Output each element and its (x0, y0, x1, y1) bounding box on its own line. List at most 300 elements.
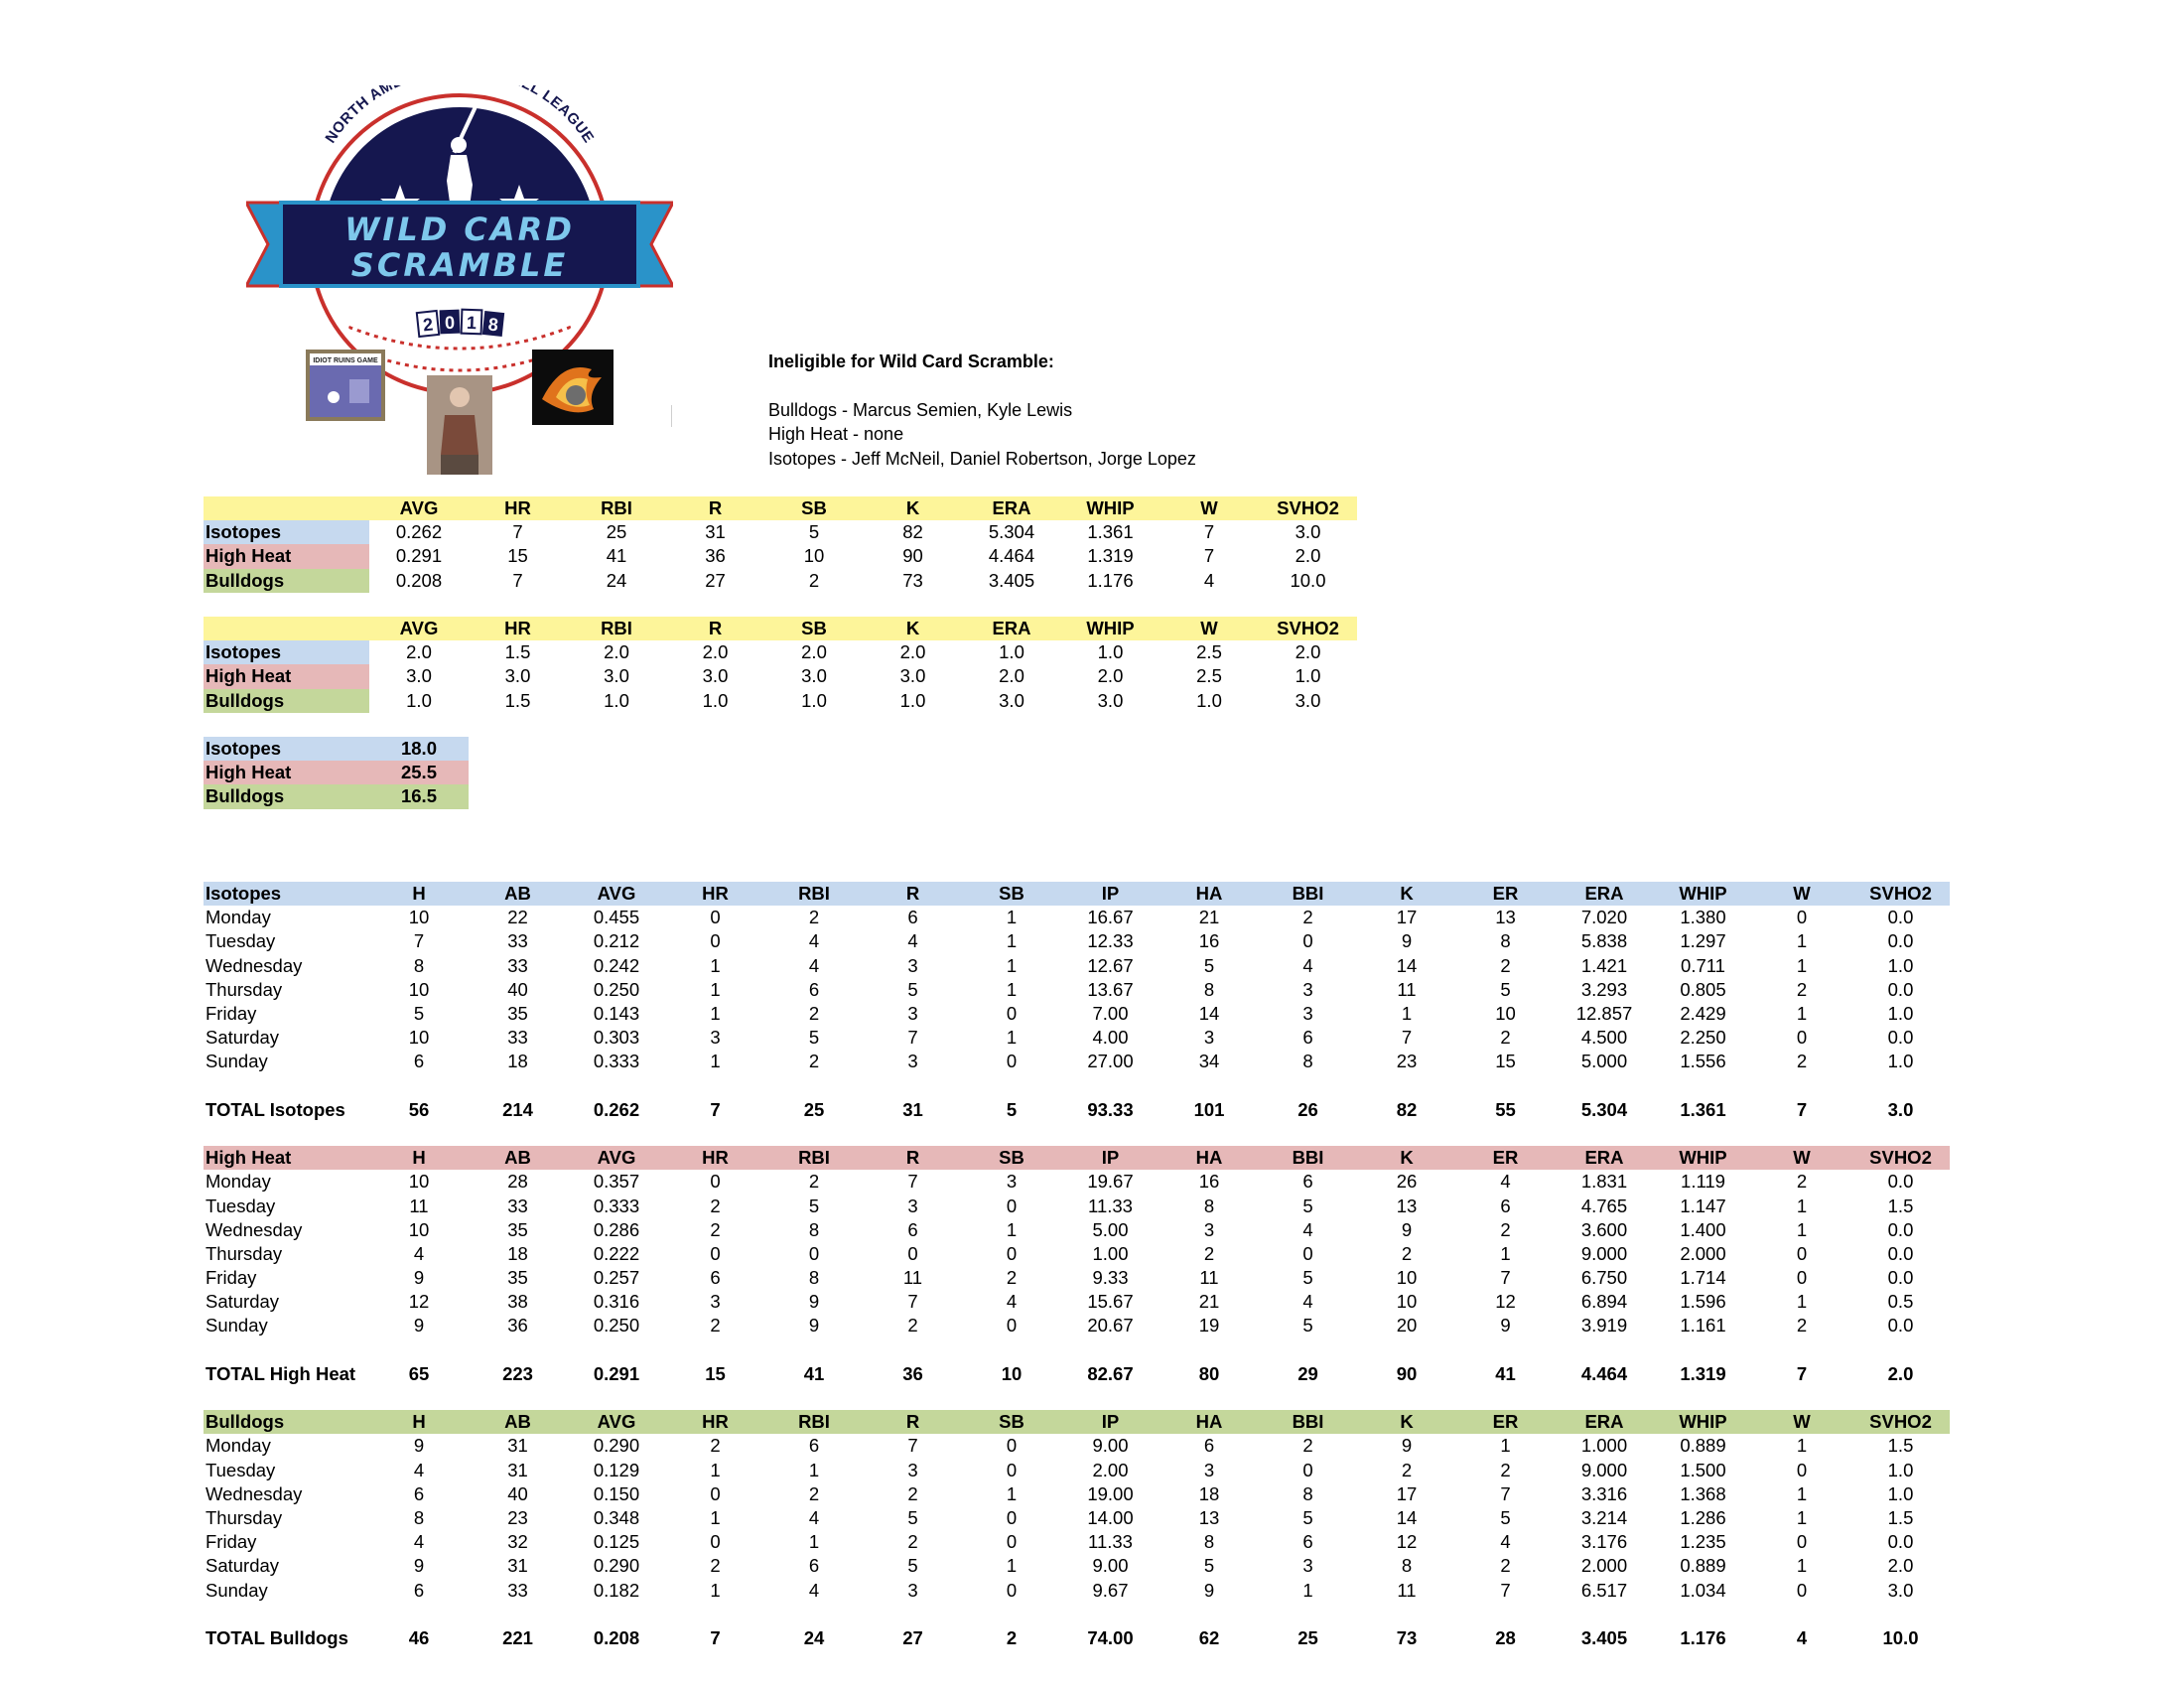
stat-cell: 6 (1302, 1027, 1313, 1049)
stat-cell: 19.00 (1087, 1482, 1134, 1504)
stat-cell: 5.838 (1580, 930, 1628, 952)
points-cell: 2.0 (899, 641, 926, 663)
column-header: H (369, 882, 469, 906)
stat-cell: 2 (1401, 1459, 1413, 1480)
stat-cell: 1.596 (1680, 1291, 1726, 1313)
total-cell: 24 (803, 1626, 825, 1648)
column-header: W (1160, 617, 1259, 640)
spacer-cell (1160, 1603, 1259, 1626)
points-cell: 3.0 (504, 665, 531, 687)
stat-cell: 10 (408, 1171, 430, 1193)
stat-cell: 4 (808, 1506, 820, 1528)
team-header-row (204, 1410, 1950, 1434)
stat-cell: 3 (907, 1051, 918, 1072)
spacer-cell (1259, 1074, 1357, 1098)
team-label: High Heat (204, 761, 369, 784)
column-header: HR (666, 882, 764, 906)
stat-cell: 0 (808, 1242, 820, 1264)
team-name: High Heat (204, 1146, 369, 1170)
spacer-cell (204, 1074, 369, 1098)
player-photo (427, 375, 492, 475)
spacer-cell (1456, 1603, 1555, 1626)
table-row (204, 954, 1950, 978)
spacer-cell (962, 1386, 1061, 1410)
total-cell: 1.319 (1680, 1362, 1726, 1384)
spacer-cell (1752, 1122, 1851, 1146)
stat-cell: 4 (808, 1579, 820, 1601)
spacer-cell (1160, 1074, 1259, 1098)
stat-cell: 1.00 (1092, 1242, 1129, 1264)
stat-cell: 1.400 (1680, 1218, 1726, 1240)
stat-cell: 0.182 (593, 1579, 640, 1601)
stat-cell: 5 (413, 1003, 425, 1025)
total-cell: 4 (1796, 1626, 1808, 1648)
stat-cell: 2 (808, 1171, 820, 1193)
stat-cell: 0.222 (593, 1242, 640, 1264)
points-cell: 3.0 (899, 665, 926, 687)
logo-year-digit: 0 (444, 312, 456, 334)
spacer-cell (864, 1603, 962, 1626)
stat-cell: 3 (907, 1579, 918, 1601)
stat-cell: 6 (1302, 1531, 1313, 1553)
spacer-cell (567, 1122, 666, 1146)
logo-year-digit: 2 (422, 314, 435, 336)
column-header: H (369, 1410, 469, 1434)
stat-cell: 6.750 (1580, 1267, 1628, 1289)
column-header: SB (962, 1146, 1061, 1170)
spacer-cell (1654, 1338, 1752, 1362)
table-row (204, 1434, 1950, 1458)
stat-cell: 18 (507, 1242, 528, 1264)
stat-cell: 1 (1006, 978, 1018, 1000)
stat-cell: 35 (507, 1218, 528, 1240)
column-header: BBI (1259, 1410, 1357, 1434)
points-cell: 3.0 (702, 665, 729, 687)
stat-cell: 1 (1006, 1555, 1018, 1577)
spacer-cell (1357, 1074, 1456, 1098)
stat-cell: 11.33 (1088, 1195, 1133, 1216)
stat-cell: 0.262 (395, 521, 443, 543)
stat-cell: 2 (710, 1218, 721, 1240)
total-cell: 93.33 (1087, 1098, 1134, 1120)
stat-cell: 0.0 (1887, 1242, 1914, 1264)
total-cell: 80 (1198, 1362, 1220, 1384)
stat-cell: 1.500 (1680, 1459, 1726, 1480)
team-label: Isotopes (204, 737, 369, 761)
stat-cell: 10 (408, 978, 430, 1000)
table-header-row (204, 617, 1357, 640)
logo-arc-text: NORTH AM L LEAGUE (322, 85, 598, 147)
stat-cell: 0 (710, 1242, 721, 1264)
stat-cell: 1 (1006, 954, 1018, 976)
team-name: Bulldogs (204, 1410, 369, 1434)
column-header: AVG (567, 1146, 666, 1170)
stat-cell: 0 (907, 1242, 918, 1264)
spacer-cell (1061, 1338, 1160, 1362)
stat-cell: 38 (507, 1291, 528, 1313)
column-header: SVHO2 (1851, 1410, 1950, 1434)
table-row (204, 1530, 1950, 1554)
stat-cell: 0.303 (593, 1027, 640, 1049)
stat-cell: 2 (808, 1482, 820, 1504)
total-cell: 7 (710, 1626, 721, 1648)
total-cell: 0.262 (593, 1098, 640, 1120)
column-header: AB (469, 1410, 567, 1434)
stat-cell: 1.286 (1680, 1506, 1726, 1528)
stat-cell: 4 (1302, 1218, 1313, 1240)
column-header: WHIP (1654, 1410, 1752, 1434)
stat-cell: 9.00 (1092, 1435, 1129, 1457)
stat-cell: 1.034 (1680, 1579, 1726, 1601)
stat-cell: 3 (1302, 978, 1313, 1000)
stat-cell: 0 (1796, 1242, 1808, 1264)
divider (671, 405, 672, 427)
stat-cell: 4 (1302, 954, 1313, 976)
column-header: ERA (962, 496, 1061, 520)
spacer-row (204, 1338, 1950, 1362)
stat-cell: 0.242 (593, 954, 640, 976)
stat-cell: 0.805 (1680, 978, 1726, 1000)
stat-cell: 1.380 (1680, 907, 1726, 928)
spacer-cell (1654, 1074, 1752, 1098)
column-header: R (666, 496, 764, 520)
stat-cell: 33 (507, 1195, 528, 1216)
stat-cell: 34 (1198, 1051, 1220, 1072)
spacer-cell (1456, 1122, 1555, 1146)
table-row (204, 1314, 1950, 1337)
spacer-cell (369, 1338, 469, 1362)
day-label: Friday (205, 1267, 257, 1289)
total-cell: 27 (902, 1626, 923, 1648)
stat-cell: 6 (907, 907, 918, 928)
points-cell: 2.0 (801, 641, 827, 663)
stat-cell: 27 (705, 569, 726, 591)
spacer-cell (1851, 1386, 1950, 1410)
stat-cell: 1.147 (1680, 1195, 1726, 1216)
spacer-cell (1752, 1074, 1851, 1098)
stat-cell: 10 (408, 907, 430, 928)
stat-cell: 26 (1396, 1171, 1418, 1193)
stat-cell: 1 (1796, 1435, 1808, 1457)
stat-cell: 19 (1198, 1315, 1220, 1336)
stat-cell: 35 (507, 1267, 528, 1289)
total-cell: 26 (1297, 1098, 1318, 1120)
spacer-row (204, 1386, 1950, 1410)
day-label: Sunday (205, 1579, 268, 1601)
stat-cell: 0 (1302, 1242, 1313, 1264)
points-cell: 3.0 (604, 665, 629, 687)
spacer-cell (1555, 1386, 1654, 1410)
stat-cell: 3.293 (1580, 978, 1628, 1000)
stat-cell: 0.0 (1887, 978, 1914, 1000)
stat-cell: 1 (710, 978, 721, 1000)
total-cell: 7 (1796, 1098, 1808, 1120)
stat-cell: 8 (1203, 978, 1215, 1000)
table-row (204, 1002, 1950, 1026)
points-cell: 2.0 (999, 665, 1024, 687)
stat-cell: 12.857 (1575, 1003, 1633, 1025)
total-cell: 10 (1001, 1362, 1023, 1384)
stat-cell: 9 (1401, 1218, 1413, 1240)
stat-cell: 9 (808, 1291, 820, 1313)
stat-cell: 4 (413, 1459, 425, 1480)
table-row (204, 1266, 1950, 1290)
points-cell: 2.0 (702, 641, 729, 663)
stat-cell: 0.316 (593, 1291, 640, 1313)
stat-cell: 8 (1203, 1195, 1215, 1216)
stat-cell: 0 (1006, 1051, 1018, 1072)
stat-cell: 1 (1796, 1506, 1808, 1528)
stat-cell: 6.517 (1580, 1579, 1628, 1601)
stat-cell: 0.889 (1680, 1555, 1726, 1577)
stat-cell: 82 (902, 521, 923, 543)
stat-cell: 8 (1302, 1482, 1313, 1504)
day-label: Friday (205, 1003, 257, 1025)
spacer-cell (369, 1386, 469, 1410)
total-cell: 55 (1495, 1098, 1516, 1120)
stat-cell: 11 (902, 1267, 923, 1289)
spacer-cell (1061, 1603, 1160, 1626)
stat-cell: 7 (413, 930, 425, 952)
column-header: R (864, 1146, 962, 1170)
total-cell: 10.0 (1882, 1626, 1919, 1648)
stat-cell: 1.235 (1680, 1531, 1726, 1553)
total-cell: 0.208 (593, 1626, 640, 1648)
stat-cell: 16 (1198, 1171, 1220, 1193)
column-header: SB (764, 617, 864, 640)
stat-cell: 9 (413, 1315, 425, 1336)
summary-totals-table (204, 737, 469, 809)
stat-cell: 0 (1006, 1459, 1018, 1480)
day-label: Monday (205, 907, 271, 928)
points-cell: 1.0 (406, 689, 432, 711)
stat-cell: 3.214 (1580, 1506, 1628, 1528)
points-cell: 2.0 (1097, 665, 1124, 687)
stat-cell: 5 (907, 978, 918, 1000)
table-row (204, 520, 1357, 544)
stat-cell: 4 (1006, 1291, 1018, 1313)
column-header: ER (1456, 882, 1555, 906)
column-header: HA (1160, 1146, 1259, 1170)
stat-cell: 3.0 (1295, 521, 1321, 543)
stat-cell: 2 (808, 1051, 820, 1072)
stat-cell: 2 (907, 1315, 918, 1336)
stat-cell: 2.0 (1887, 1555, 1914, 1577)
stat-cell: 10 (1396, 1267, 1418, 1289)
stat-cell: 13 (1198, 1506, 1220, 1528)
stat-cell: 1 (1796, 1003, 1808, 1025)
stat-cell: 0.711 (1681, 954, 1725, 976)
stat-cell: 0 (1796, 1459, 1808, 1480)
spacer-cell (1555, 1074, 1654, 1098)
stat-cell: 0.0 (1887, 907, 1914, 928)
stat-cell: 4.500 (1580, 1027, 1628, 1049)
column-header: H (369, 1146, 469, 1170)
column-header: K (1357, 1410, 1456, 1434)
notes-heading: Ineligible for Wild Card Scramble: (768, 352, 1054, 371)
total-cell: 29 (1297, 1362, 1318, 1384)
stat-cell: 3 (907, 1003, 918, 1025)
stat-cell: 0.357 (593, 1171, 640, 1193)
stat-cell: 0.212 (593, 930, 640, 952)
stat-cell: 8 (1500, 930, 1511, 952)
stat-cell: 14.00 (1087, 1506, 1134, 1528)
stat-cell: 1.0 (1887, 1459, 1914, 1480)
stat-cell: 5 (1203, 954, 1215, 976)
stat-cell: 1.831 (1580, 1171, 1628, 1193)
total-cell: 82 (1396, 1098, 1418, 1120)
spacer-row (204, 1074, 1950, 1098)
stat-cell: 0 (710, 1171, 721, 1193)
stat-cell: 12 (1396, 1531, 1418, 1553)
column-header: R (666, 617, 764, 640)
column-header: HR (469, 617, 567, 640)
spacer-cell (1654, 1122, 1752, 1146)
stat-cell: 10.0 (1290, 569, 1326, 591)
flaming-helmet-image (532, 350, 614, 425)
column-header: AVG (369, 617, 469, 640)
stat-cell: 3 (1203, 1027, 1215, 1049)
stat-cell: 5 (1302, 1267, 1313, 1289)
stat-cell: 12.33 (1087, 930, 1134, 952)
stat-cell: 7 (1500, 1267, 1511, 1289)
day-label: Thursday (205, 1242, 283, 1264)
table-row (204, 1506, 1950, 1530)
logo-line2: SCRAMBLE (350, 246, 569, 284)
total-cell: 56 (408, 1098, 430, 1120)
column-header: RBI (764, 1146, 864, 1170)
stat-cell: 0.5 (1887, 1291, 1914, 1313)
stat-cell: 4 (413, 1531, 425, 1553)
stat-cell: 5.00 (1092, 1218, 1129, 1240)
stat-cell: 23 (507, 1506, 528, 1528)
stat-cell: 18 (507, 1051, 528, 1072)
stat-cell: 0 (710, 1531, 721, 1553)
stat-cell: 14 (1198, 1003, 1220, 1025)
stat-cell: 3 (710, 1027, 721, 1049)
table-row (204, 784, 469, 808)
thumbnail-text: IDIOT RUINS GAME (313, 357, 378, 364)
column-header: BBI (1259, 1146, 1357, 1170)
column-header: W (1752, 1410, 1851, 1434)
stat-cell: 40 (507, 1482, 528, 1504)
stat-cell: 31 (507, 1459, 528, 1480)
column-header: HR (666, 1410, 764, 1434)
stat-cell: 2.250 (1680, 1027, 1726, 1049)
table-row (204, 1194, 1950, 1217)
team-label: Bulldogs (204, 784, 369, 808)
stat-cell: 8 (1302, 1051, 1313, 1072)
stat-cell: 9 (808, 1315, 820, 1336)
team-header-row (204, 882, 1950, 906)
spacer-cell (1555, 1122, 1654, 1146)
stat-cell: 13.67 (1087, 978, 1134, 1000)
column-header: W (1752, 882, 1851, 906)
stat-cell: 1.361 (1087, 521, 1134, 543)
points-cell: 3.0 (1295, 689, 1321, 711)
day-label: Sunday (205, 1315, 268, 1336)
stat-cell: 0.0 (1887, 930, 1914, 952)
column-header: R (864, 882, 962, 906)
column-header: AVG (567, 1410, 666, 1434)
table-row (204, 1050, 1950, 1073)
stat-cell: 1.421 (1580, 954, 1628, 976)
stat-cell: 12 (408, 1291, 430, 1313)
stat-cell: 25 (606, 521, 627, 543)
points-cell: 1.0 (899, 689, 926, 711)
total-cell: 223 (502, 1362, 533, 1384)
spacer-cell (764, 1338, 864, 1362)
stat-cell: 4 (1500, 1531, 1511, 1553)
stat-cell: 5 (808, 521, 820, 543)
stat-cell: 0.348 (593, 1506, 640, 1528)
points-cell: 2.5 (1196, 665, 1222, 687)
column-header: HR (666, 1146, 764, 1170)
team-name: Isotopes (204, 882, 369, 906)
stat-cell: 3 (1302, 1555, 1313, 1577)
stat-cell: 1 (1302, 1579, 1313, 1601)
stat-cell: 0 (1006, 1435, 1018, 1457)
stat-cell: 2 (1006, 1267, 1018, 1289)
total-points-cell: 16.5 (369, 784, 469, 808)
spacer-cell (1160, 1338, 1259, 1362)
logo-year-digit: 1 (466, 312, 478, 334)
stat-cell: 35 (507, 1003, 528, 1025)
spacer-cell (1851, 1603, 1950, 1626)
stat-cell: 33 (507, 954, 528, 976)
stat-cell: 2 (808, 1003, 820, 1025)
day-label: Tuesday (205, 1195, 276, 1216)
day-label: Saturday (205, 1291, 280, 1313)
stat-cell: 0.208 (395, 569, 443, 591)
stat-cell: 0 (1796, 1267, 1808, 1289)
column-header: SVHO2 (1851, 1146, 1950, 1170)
stat-cell: 27.00 (1087, 1051, 1134, 1072)
day-label: Saturday (205, 1555, 280, 1577)
stat-cell: 20.67 (1087, 1315, 1134, 1336)
stat-cell: 0 (710, 907, 721, 928)
column-header: K (864, 617, 962, 640)
spacer-cell (567, 1386, 666, 1410)
spacer-cell (204, 1603, 369, 1626)
column-header: RBI (764, 1410, 864, 1434)
stat-cell: 7 (512, 569, 523, 591)
stat-cell: 4.00 (1092, 1027, 1129, 1049)
stat-cell: 2.000 (1680, 1242, 1726, 1264)
total-cell: 65 (408, 1362, 430, 1384)
spacer-cell (1752, 1386, 1851, 1410)
spacer-cell (1357, 1122, 1456, 1146)
stat-cell: 1.319 (1087, 545, 1134, 567)
day-label: Wednesday (205, 1218, 303, 1240)
column-header: ERA (1555, 1146, 1654, 1170)
day-label: Tuesday (205, 930, 276, 952)
spacer-cell (1555, 1338, 1654, 1362)
table-row (204, 978, 1950, 1002)
stat-cell: 10 (1495, 1003, 1516, 1025)
spacer-cell (1357, 1386, 1456, 1410)
stat-cell: 1 (808, 1531, 820, 1553)
column-header: RBI (567, 617, 666, 640)
total-cell: 62 (1198, 1626, 1220, 1648)
day-label: Friday (205, 1531, 257, 1553)
stat-cell: 6.894 (1580, 1291, 1628, 1313)
stat-cell: 1 (1500, 1242, 1511, 1264)
stat-cell: 5 (808, 1027, 820, 1049)
summary-points-table (204, 617, 1357, 713)
total-cell: 3.0 (1887, 1098, 1914, 1120)
day-label: Wednesday (205, 1482, 303, 1504)
